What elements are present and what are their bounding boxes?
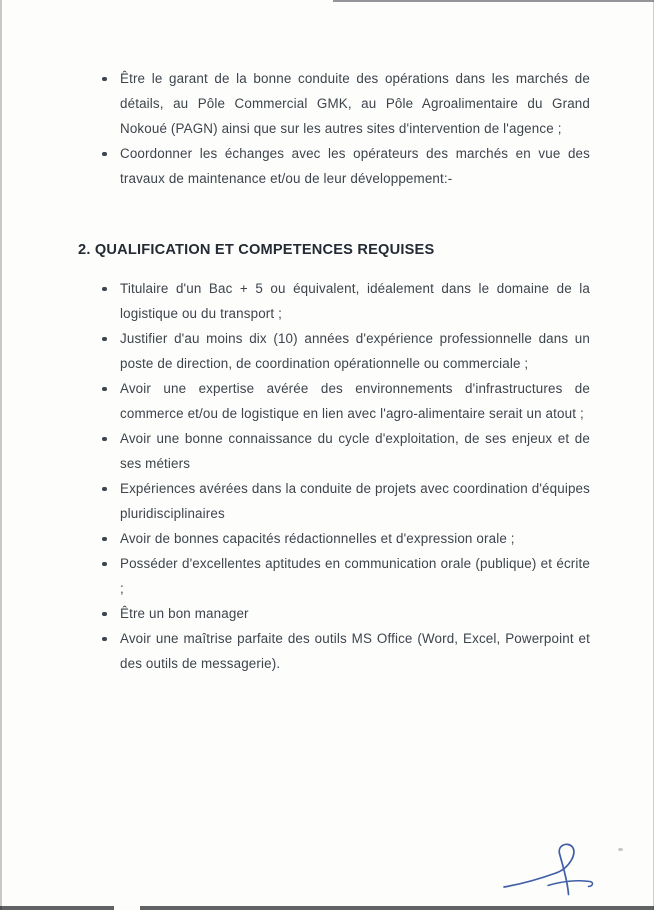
bullet-dot-icon: [102, 152, 107, 157]
bullet-text: Posséder d'excellentes aptitudes en communication orale (publique) et écrite ;: [120, 556, 590, 596]
bullet-text: Expériences avérées dans la conduite de projets avec coordination d'équipes pluridisciplinaires: [120, 481, 590, 521]
bullet-text: Titulaire d'un Bac + 5 ou équivalent, idéalement dans le domaine de la logistique ou du transport ;: [120, 281, 590, 321]
bullet-item: [96, 626, 590, 676]
bullet-dot-icon: [102, 437, 107, 442]
bullet-item: [96, 141, 590, 191]
bullet-item: [96, 376, 590, 426]
intro-bullet-list: [96, 66, 590, 191]
section-heading: 2. QUALIFICATION ET COMPETENCES REQUISES: [78, 242, 435, 258]
bullet-item: [96, 326, 590, 376]
bullet-dot-icon: [102, 77, 107, 82]
scan-artifact-bottom-left: [0, 906, 114, 910]
bullet-item: [96, 66, 590, 141]
bullet-text: Avoir une maîtrise parfaite des outils MS Office (Word, Excel, Powerpoint et des outils de messagerie).: [120, 631, 590, 671]
bullet-item: [96, 426, 590, 476]
bullet-dot-icon: [102, 637, 107, 642]
bullet-dot-icon: [102, 337, 107, 342]
bullet-item: [96, 276, 590, 326]
bullet-text: Avoir de bonnes capacités rédactionnelles et d'expression orale ;: [120, 531, 515, 546]
handwritten-signature: [498, 836, 638, 900]
scan-artifact-top-edge: [333, 0, 654, 2]
bullet-item: [96, 476, 590, 526]
signature-ink-icon: [498, 836, 638, 900]
bullet-item: [96, 526, 590, 551]
bullet-item: [96, 551, 590, 601]
bullet-text: Justifier d'au moins dix (10) années d'expérience professionnelle dans un poste de direction, de coordination opérationnelle ou commerciale ;: [120, 331, 590, 371]
scan-artifact-bottom-right: [140, 906, 654, 910]
bullet-dot-icon: [102, 562, 107, 567]
scan-artifact-left-edge: [0, 0, 2, 910]
qualifications-bullet-list: [96, 276, 590, 676]
bullet-dot-icon: [102, 387, 107, 392]
bullet-text: Avoir une expertise avérée des environnements d'infrastructures de commerce et/ou de logistique en lien avec l'agro-alimentaire serait un atout ;: [120, 381, 590, 421]
bullet-text: Coordonner les échanges avec les opérateurs des marchés en vue des travaux de maintenance et/ou de leur développement:-: [120, 146, 590, 186]
bullet-text: Être un bon manager: [120, 606, 249, 621]
bullet-dot-icon: [102, 487, 107, 492]
bullet-text: Être le garant de la bonne conduite des opérations dans les marchés de détails, au Pôle Commercial GMK, au Pôle Agroalimentaire du Grand Nokoué (PAGN) ainsi que sur les autres sites d'intervention de l'agence ;: [120, 71, 590, 136]
bullet-dot-icon: [102, 612, 107, 617]
bullet-item: [96, 601, 590, 626]
bullet-dot-icon: [102, 287, 107, 292]
bullet-text: Avoir une bonne connaissance du cycle d'exploitation, de ses enjeux et de ses métiers: [120, 431, 590, 471]
bullet-dot-icon: [102, 537, 107, 542]
